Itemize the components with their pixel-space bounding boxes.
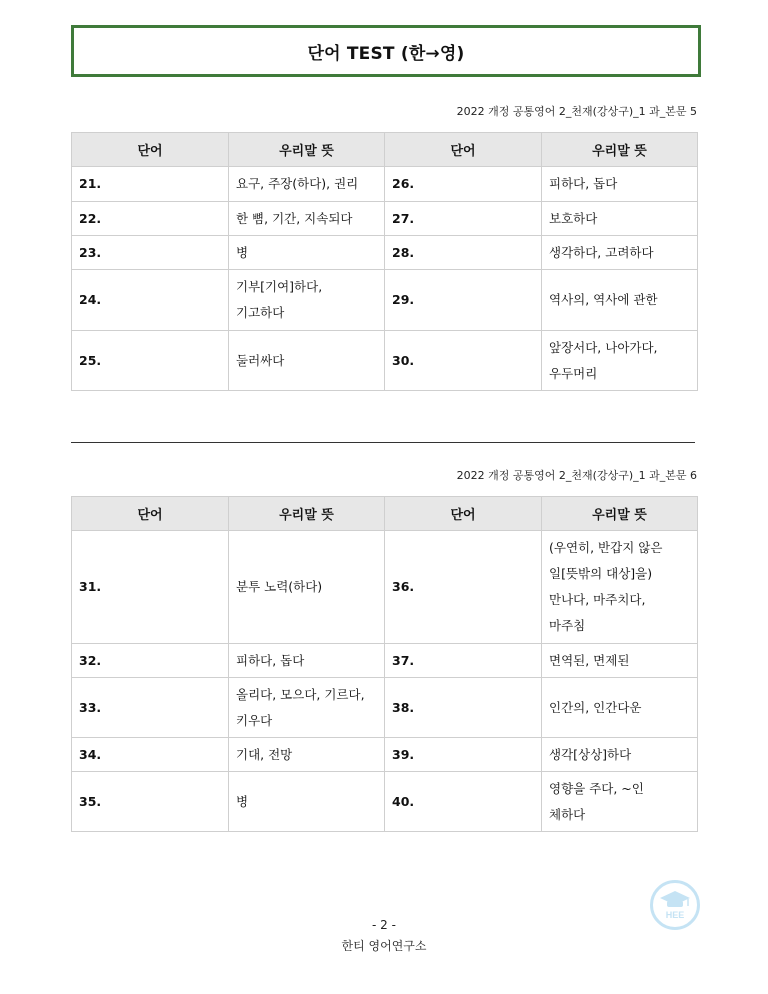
- word-number: 26.: [385, 167, 542, 202]
- word-number: 28.: [385, 236, 542, 270]
- meaning-cell: 보호하다: [542, 202, 698, 236]
- table-row: [72, 236, 698, 270]
- table-row: [72, 167, 698, 202]
- header-meaning: 우리말 뜻: [542, 133, 698, 167]
- meaning-cell: 생각하다, 고려하다: [542, 236, 698, 270]
- table-header-row: [72, 497, 698, 531]
- word-number: 22.: [72, 202, 229, 236]
- title-box: [71, 25, 701, 77]
- header-word: 단어: [385, 133, 542, 167]
- vocab-table-1: [71, 132, 698, 391]
- table-row: [72, 270, 698, 331]
- meaning-cell: 영향을 주다, ~인 체하다: [542, 772, 698, 832]
- meaning-cell: 요구, 주장(하다), 권리: [229, 167, 385, 202]
- word-number: 37.: [385, 644, 542, 678]
- meaning-cell: (우연히, 반갑지 않은 일[뜻밖의 대상]을) 만나다, 마주치다, 마주침: [542, 531, 698, 644]
- header-meaning: 우리말 뜻: [229, 133, 385, 167]
- word-number: 30.: [385, 331, 542, 391]
- word-number: 27.: [385, 202, 542, 236]
- header-meaning: 우리말 뜻: [542, 497, 698, 531]
- word-number: 38.: [385, 678, 542, 738]
- word-number: 31.: [72, 531, 229, 644]
- table-header-row: [72, 133, 698, 167]
- source-label-1: 2022 개정 공통영어 2_천재(강상구)_1 과_본문 5: [456, 105, 697, 118]
- logo-text: HEE: [665, 910, 685, 920]
- word-number: 32.: [72, 644, 229, 678]
- word-number: 21.: [72, 167, 229, 202]
- meaning-cell: 분투 노력(하다): [229, 531, 385, 644]
- word-number: 23.: [72, 236, 229, 270]
- meaning-cell: 앞장서다, 나아가다, 우두머리: [542, 331, 698, 391]
- meaning-cell: 둘러싸다: [229, 331, 385, 391]
- word-number: 29.: [385, 270, 542, 331]
- table-row: [72, 772, 698, 832]
- table-row: [72, 331, 698, 391]
- meaning-cell: 역사의, 역사에 관한: [542, 270, 698, 331]
- word-number: 36.: [385, 531, 542, 644]
- word-number: 39.: [385, 738, 542, 772]
- table-row: [72, 738, 698, 772]
- word-number: 40.: [385, 772, 542, 832]
- table-row: [72, 531, 698, 644]
- word-number: 35.: [72, 772, 229, 832]
- word-number: 24.: [72, 270, 229, 331]
- header-word: 단어: [385, 497, 542, 531]
- header-word: 단어: [72, 133, 229, 167]
- meaning-cell: 피하다, 돕다: [229, 644, 385, 678]
- table-row: [72, 202, 698, 236]
- meaning-cell: 병: [229, 236, 385, 270]
- page-title: 단어 TEST (한→영): [307, 43, 465, 64]
- section-divider: [71, 442, 695, 443]
- vocab-table-2: [71, 496, 698, 832]
- meaning-cell: 생각[상상]하다: [542, 738, 698, 772]
- word-number: 34.: [72, 738, 229, 772]
- meaning-cell: 피하다, 돕다: [542, 167, 698, 202]
- source-label-2: 2022 개정 공통영어 2_천재(강상구)_1 과_본문 6: [456, 469, 697, 482]
- page-number: - 2 -: [372, 918, 396, 932]
- meaning-cell: 면역된, 면제된: [542, 644, 698, 678]
- word-number: 25.: [72, 331, 229, 391]
- header-meaning: 우리말 뜻: [229, 497, 385, 531]
- table-row: [72, 678, 698, 738]
- meaning-cell: 인간의, 인간다운: [542, 678, 698, 738]
- footer-org: 한티 영어연구소: [341, 939, 427, 953]
- meaning-cell: 기부[기여]하다, 기고하다: [229, 270, 385, 331]
- header-word: 단어: [72, 497, 229, 531]
- table-row: [72, 644, 698, 678]
- meaning-cell: 한 뼘, 기간, 지속되다: [229, 202, 385, 236]
- word-number: 33.: [72, 678, 229, 738]
- meaning-cell: 병: [229, 772, 385, 832]
- meaning-cell: 올리다, 모으다, 기르다, 키우다: [229, 678, 385, 738]
- meaning-cell: 기대, 전망: [229, 738, 385, 772]
